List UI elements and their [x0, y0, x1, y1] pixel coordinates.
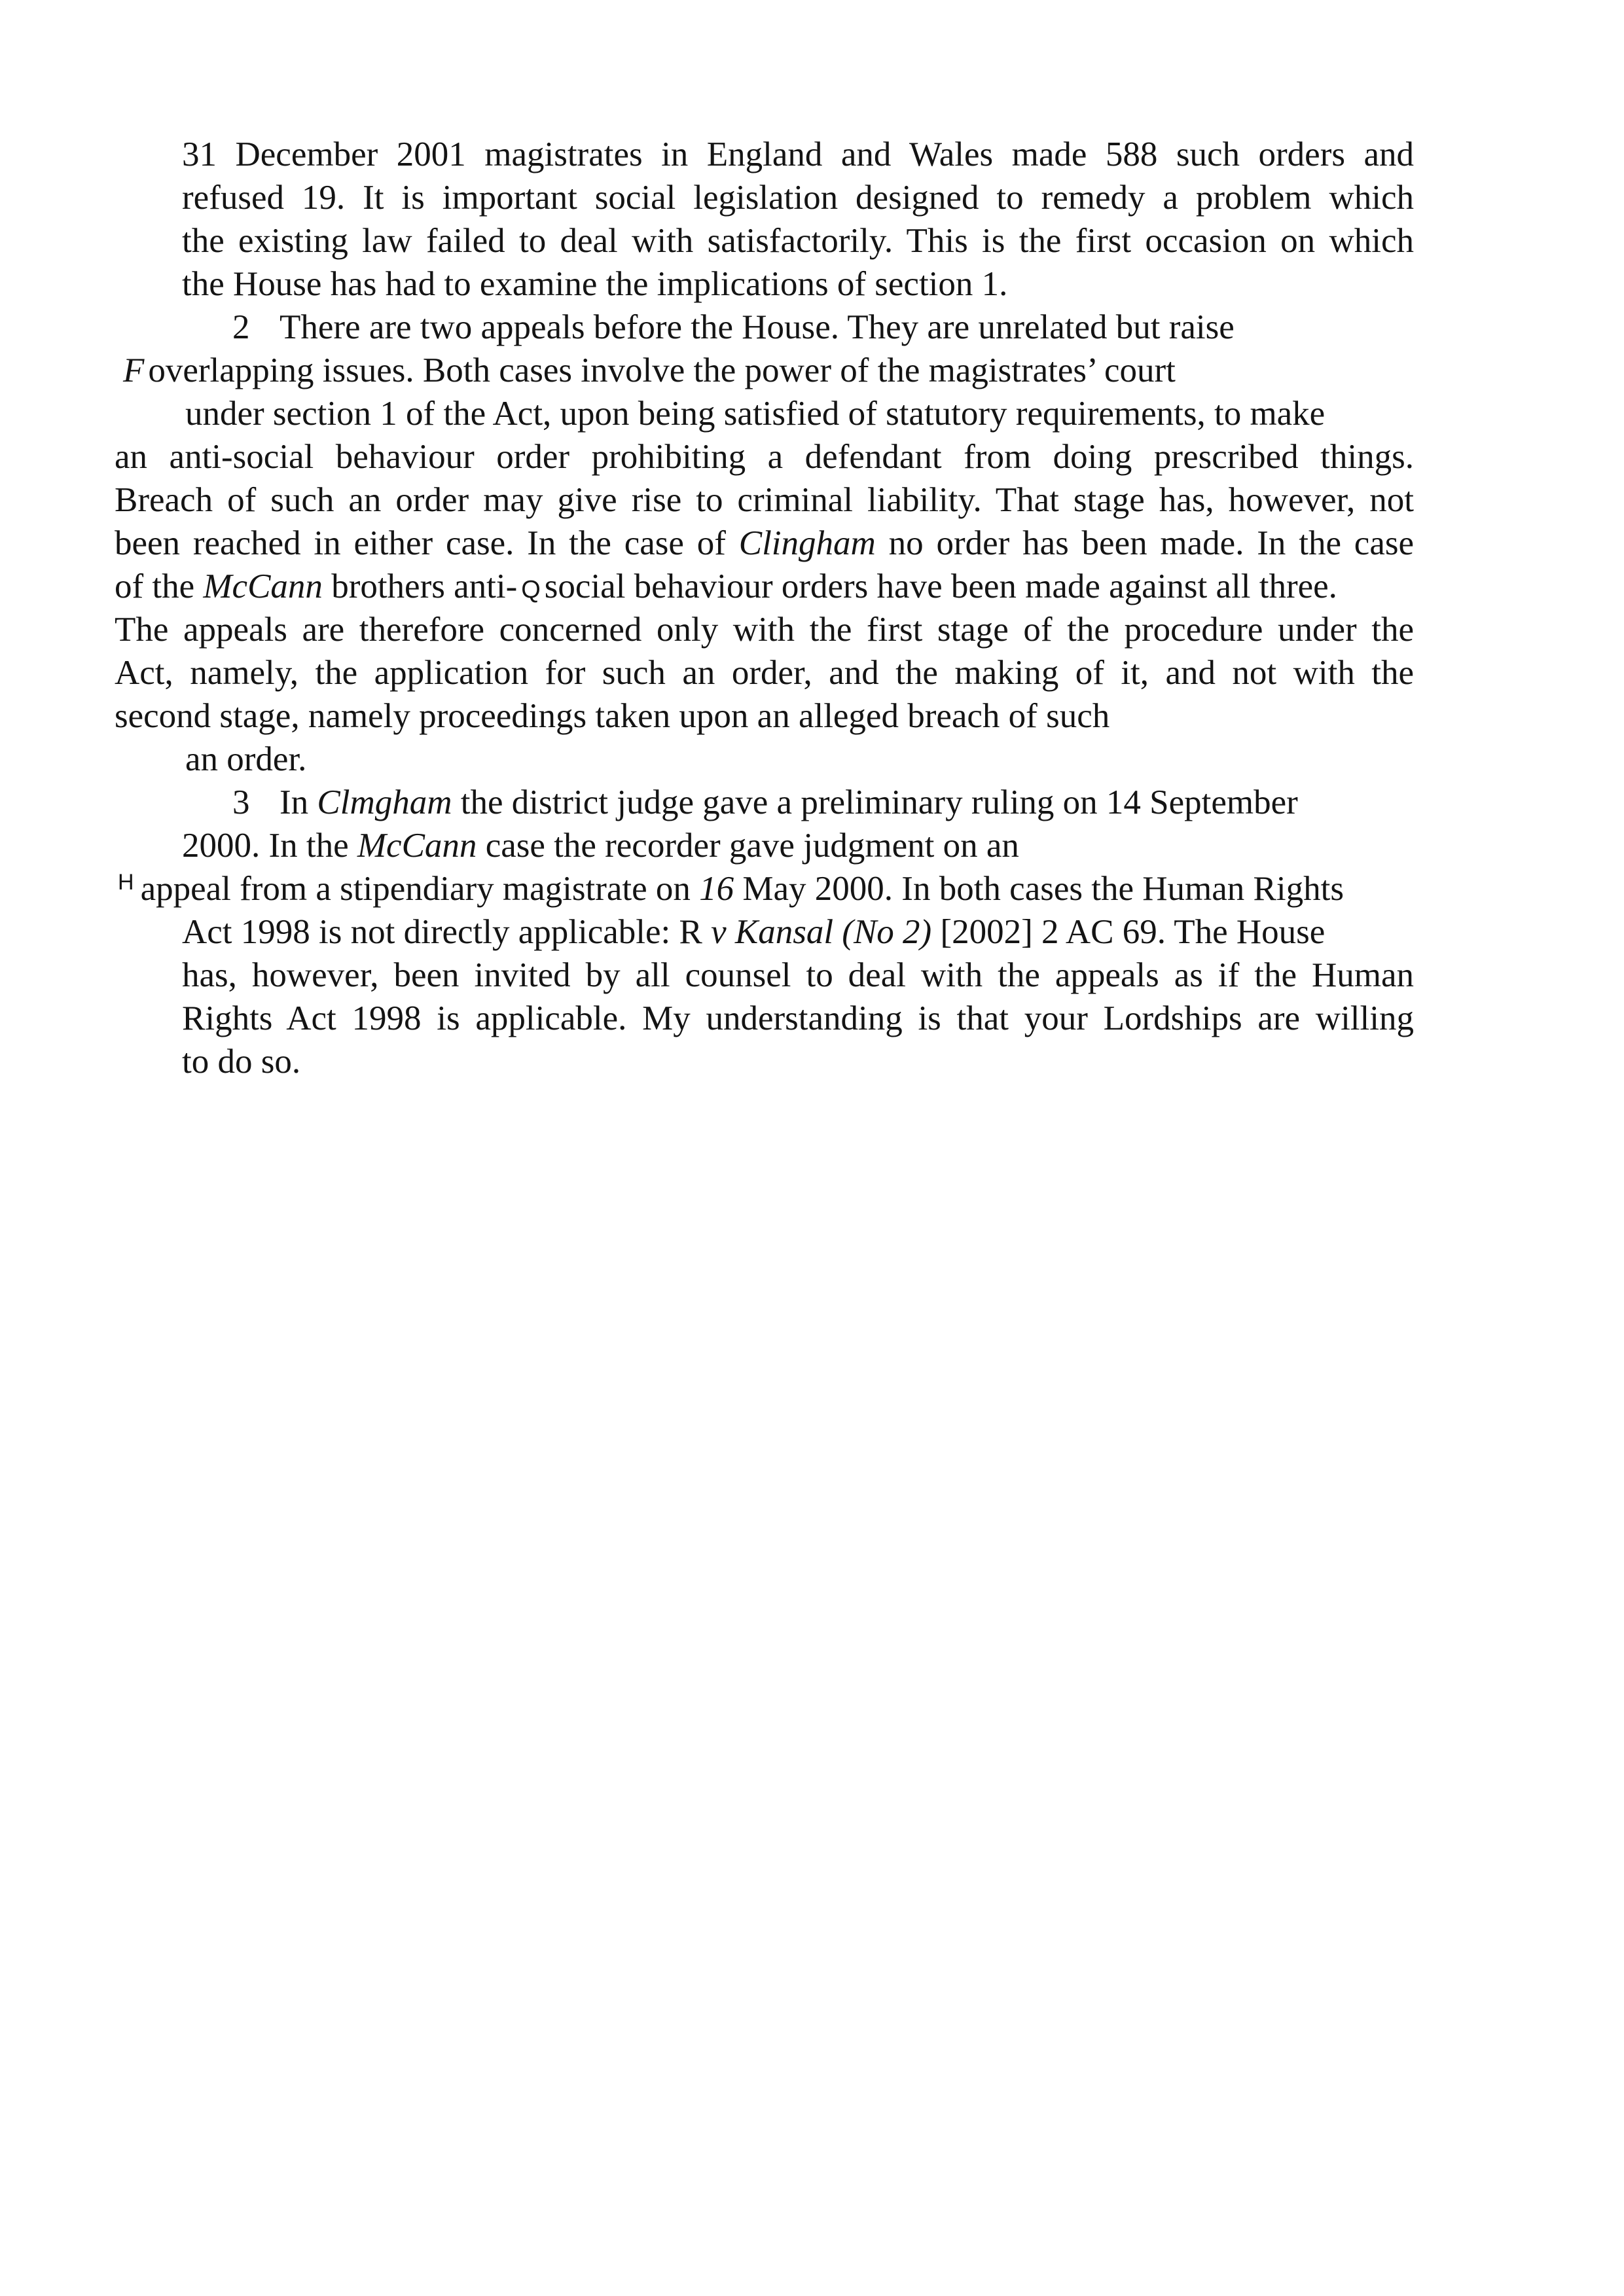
- paragraph-1-line-3: the existing law failed to deal with satisfactorily. This is the first occasion on which: [182, 222, 1414, 260]
- paragraph-3-line-1: 3 In Clmgham the district judge gave a preliminary ruling on 14 September: [232, 781, 1414, 824]
- margin-letter-f: F: [123, 351, 145, 389]
- paragraph-3-line-6: Rights Act 1998 is applicable. My understanding is that your Lordships are willing: [182, 999, 1414, 1037]
- paragraph-3-line-5: has, however, been invited by all counsel to deal with the appeals as if the Human: [182, 956, 1414, 994]
- paragraph-2-line-11: an order.: [185, 740, 307, 778]
- margin-letter-q: Q: [521, 576, 541, 603]
- paragraph-2-line-8: The appeals are therefore concerned only with the first stage of the procedure under the: [115, 611, 1414, 649]
- paragraph-1-line-1: 31 December 2001 magistrates in England and Wales made 588 such orders and: [182, 135, 1414, 173]
- paragraph-3-line-3: $^H$ appeal from a stipendiary magistrate on 16 May 2000. In both cases the Human Rights: [118, 870, 1344, 908]
- paragraph-number: 2: [232, 308, 250, 346]
- paragraph-2-line-2: F overlapping issues. Both cases involve the power of the magistrates’ court: [123, 349, 1176, 392]
- paragraph-2-line-4: an anti-social behaviour order prohibiting a defendant from doing prescribed things.: [115, 438, 1414, 476]
- paragraph-1-line-4: the House has had to examine the implications of section 1.: [182, 265, 1008, 303]
- paragraph-2-line-3: under section 1 of the Act, upon being satisfied of statutory requirements, to make: [185, 395, 1326, 433]
- paragraph-number: 3: [232, 783, 250, 821]
- paragraph-3-line-7: to do so.: [182, 1043, 301, 1081]
- paragraph-2-line-6: been reached in either case. In the case of Clingham no order has been made. In the case: [115, 524, 1415, 562]
- paragraph-3-line-2: 2000. In the McCann case the recorder gave judgment on an: [182, 827, 1019, 865]
- paragraph-2-line-1: 2 There are two appeals before the House. They are unrelated but raise: [232, 306, 1235, 349]
- paragraph-2-line-9: Act, namely, the application for such an order, and the making of it, and not with the: [115, 654, 1414, 692]
- margin-letter-h: H: [118, 870, 134, 895]
- paragraph-2-line-7: of the McCann brothers anti- Q social behaviour orders have been made against all three.: [115, 567, 1337, 605]
- paragraph-1-line-2: refused 19. It is important social legislation designed to remedy a problem which: [182, 179, 1414, 217]
- paragraph-2-line-10: second stage, namely proceedings taken upon an alleged breach of such: [115, 697, 1110, 735]
- paragraph-2-line-5: Breach of such an order may give rise to criminal liability. That stage has, however, not: [115, 481, 1414, 519]
- paragraph-3-line-4: Act 1998 is not directly applicable: R v Kansal (No 2) [2002] 2 AC 69. The House: [182, 913, 1326, 951]
